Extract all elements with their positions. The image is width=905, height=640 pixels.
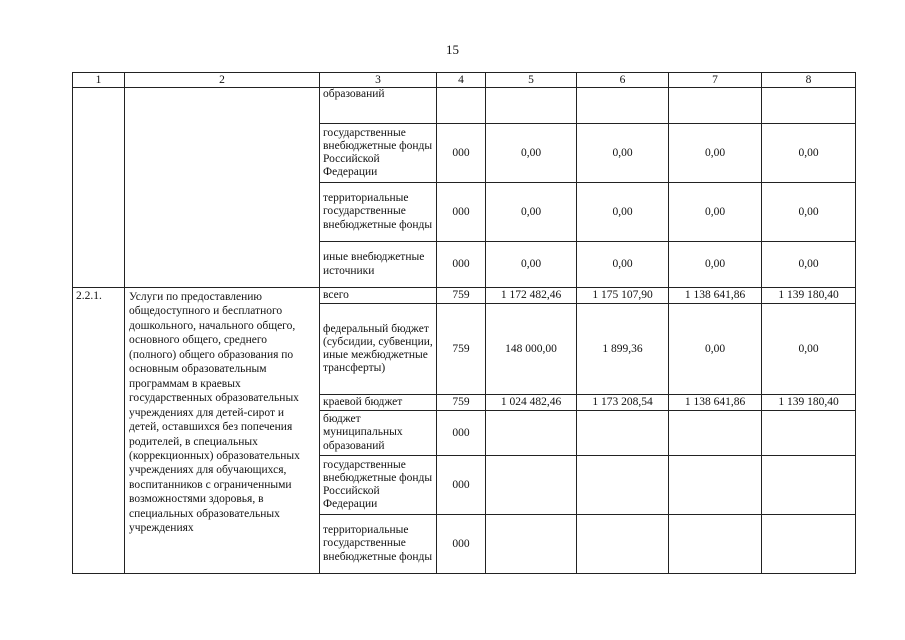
value-cell — [669, 88, 762, 124]
column-header: 8 — [762, 73, 856, 88]
value-cell: 1 138 641,86 — [669, 288, 762, 304]
column-header: 3 — [320, 73, 437, 88]
value-cell: 0,00 — [486, 183, 577, 242]
value-cell: 0,00 — [577, 242, 669, 288]
value-cell — [577, 456, 669, 515]
value-cell: 1 172 482,46 — [486, 288, 577, 304]
code-cell: 000 — [437, 183, 486, 242]
code-cell — [437, 88, 486, 124]
code-cell: 000 — [437, 242, 486, 288]
value-cell: 1 899,36 — [577, 304, 669, 395]
table-row — [73, 88, 856, 124]
value-cell — [486, 515, 577, 574]
value-cell: 0,00 — [669, 124, 762, 183]
column-header: 1 — [73, 73, 125, 88]
item-number: 2.2.1. — [73, 288, 125, 574]
value-cell — [577, 411, 669, 456]
value-cell — [762, 411, 856, 456]
value-cell: 0,00 — [669, 242, 762, 288]
code-cell: 000 — [437, 515, 486, 574]
source-cell: государственные внебюджетные фонды Российской Федерации — [320, 456, 437, 515]
code-cell: 759 — [437, 395, 486, 411]
value-cell: 1 139 180,40 — [762, 395, 856, 411]
value-cell: 148 000,00 — [486, 304, 577, 395]
source-cell: федеральный бюджет (субсидии, субвенции, иные межбюджетные трансферты) — [320, 304, 437, 395]
value-cell: 0,00 — [762, 124, 856, 183]
value-cell — [762, 456, 856, 515]
code-cell: 759 — [437, 304, 486, 395]
column-header: 7 — [669, 73, 762, 88]
value-cell: 0,00 — [577, 183, 669, 242]
source-cell: бюджет муниципальных образований — [320, 411, 437, 456]
budget-table — [72, 72, 856, 574]
value-cell — [669, 515, 762, 574]
value-cell: 0,00 — [669, 304, 762, 395]
value-cell: 0,00 — [486, 242, 577, 288]
value-cell: 0,00 — [486, 124, 577, 183]
value-cell: 0,00 — [762, 183, 856, 242]
source-cell: всего — [320, 288, 437, 304]
item-name: Услуги по предоставлению общедоступного и бесплатного дошкольного, начального общего, основного общего, среднего (полного) общего образования по основным образовательным программам в краевых государственных образовательных учреждениях для детей-сирот и детей, оставшихся без попечения родителей, в специальных (коррекционных) образовательных учреждениях для обучающихся, воспитанников с ограниченными возможностями здоровья, в специальных образовательных учреждениях — [125, 288, 320, 574]
item-number-cell — [73, 88, 125, 288]
value-cell — [669, 411, 762, 456]
value-cell — [486, 88, 577, 124]
page-number: 15 — [446, 42, 459, 57]
code-cell: 000 — [437, 124, 486, 183]
value-cell: 0,00 — [762, 304, 856, 395]
source-cell: территориальные государственные внебюджетные фонды — [320, 183, 437, 242]
value-cell — [486, 411, 577, 456]
source-cell: образований — [320, 88, 437, 124]
code-cell: 759 — [437, 288, 486, 304]
value-cell — [762, 515, 856, 574]
item-name-cell — [125, 88, 320, 288]
value-cell — [762, 88, 856, 124]
source-cell: краевой бюджет — [320, 395, 437, 411]
value-cell: 1 138 641,86 — [669, 395, 762, 411]
source-cell: государственные внебюджетные фонды Российской Федерации — [320, 124, 437, 183]
column-header: 5 — [486, 73, 577, 88]
table-row — [73, 288, 856, 304]
value-cell: 0,00 — [577, 124, 669, 183]
value-cell: 0,00 — [762, 242, 856, 288]
column-header: 2 — [125, 73, 320, 88]
value-cell — [669, 456, 762, 515]
value-cell: 1 173 208,54 — [577, 395, 669, 411]
source-cell: территориальные государственные внебюджетные фонды — [320, 515, 437, 574]
column-header: 4 — [437, 73, 486, 88]
value-cell: 1 139 180,40 — [762, 288, 856, 304]
code-cell: 000 — [437, 456, 486, 515]
code-cell: 000 — [437, 411, 486, 456]
value-cell — [577, 515, 669, 574]
value-cell: 1 175 107,90 — [577, 288, 669, 304]
source-cell: иные внебюджетные источники — [320, 242, 437, 288]
value-cell: 1 024 482,46 — [486, 395, 577, 411]
value-cell: 0,00 — [669, 183, 762, 242]
column-number-row — [73, 73, 856, 88]
value-cell — [486, 456, 577, 515]
value-cell — [577, 88, 669, 124]
column-header: 6 — [577, 73, 669, 88]
